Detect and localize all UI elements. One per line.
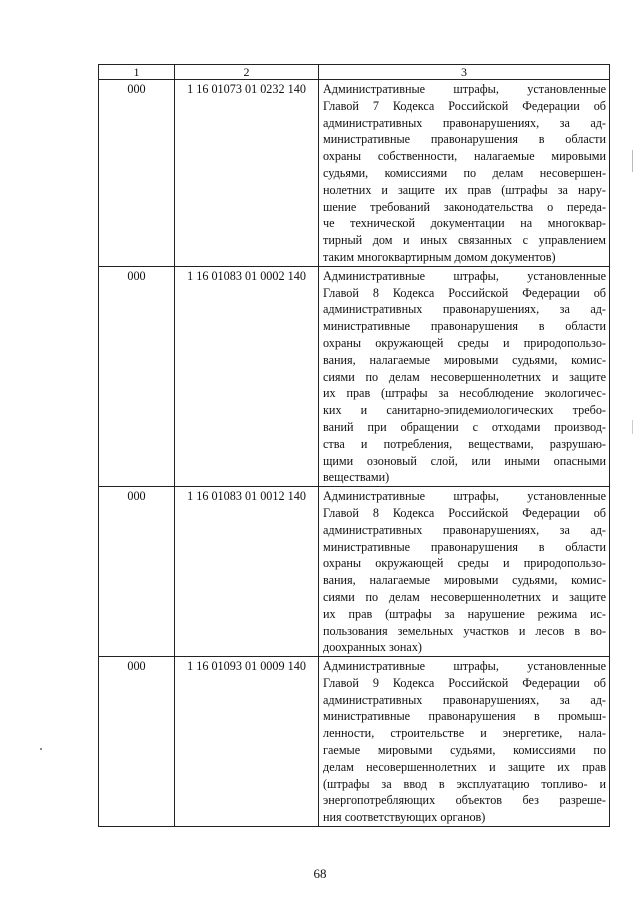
admin-code-cell: 000 (99, 657, 175, 827)
scan-speck (40, 748, 42, 750)
kbk-table (98, 64, 610, 827)
description-line: министративные правонарушения в области (323, 539, 606, 554)
description-line: ваний при обращении с отходами производ- (323, 419, 606, 434)
description-line: Главой 8 Кодекса Российской Федерации об (323, 505, 606, 520)
admin-code-cell: 000 (99, 80, 175, 267)
description-line: вания, налагаемые мировыми судьями, комис- (323, 352, 606, 367)
scan-edge-mark (632, 150, 633, 172)
description-line: министративные правонарушения в промыш- (323, 709, 606, 724)
description-line: министративные правонарушения в области (323, 132, 606, 147)
description-line: ленности, строительстве и энергетике, нала- (323, 726, 606, 741)
description-line: че технической документации на многоквар- (323, 216, 606, 231)
kbk-code-cell: 1 16 01083 01 0012 140 (175, 487, 319, 657)
description-line: административных правонарушениях, за ад- (323, 302, 606, 317)
kbk-code-cell: 1 16 01093 01 0009 140 (175, 657, 319, 827)
description-line: административных правонарушениях, за ад- (323, 692, 606, 707)
table-header-row (99, 65, 610, 80)
description-line: доохранных зонах) (323, 640, 422, 655)
description-line: Административные штрафы, установленные (323, 82, 606, 96)
description-line: ния соответствующих органов) (323, 810, 486, 825)
description-cell (319, 80, 610, 267)
table-row (99, 657, 610, 827)
description-line: Административные штрафы, установленные (323, 489, 606, 504)
description-line: сиями по делам несовершеннолетних и защите (323, 589, 606, 604)
description-cell (319, 487, 610, 657)
description-line: щими озоновый слой, или иными опасными (323, 453, 606, 468)
description-line: таким многоквартирным домом документов) (323, 249, 556, 264)
description-line: энергопотребляющих объектов без разреше- (323, 793, 606, 808)
description-line: охраны окружающей среды и природопользо- (323, 556, 606, 571)
description-line: их прав (штрафы за несоблюдение экологичес- (323, 386, 606, 401)
header-col-1: 1 (99, 65, 175, 80)
description-line: тирный дом и иных связанных с управлением (323, 233, 606, 248)
scan-edge-mark (632, 420, 633, 434)
description-line: гаемые мировыми судьями, комиссиями по (323, 743, 606, 758)
description-line: вания, налагаемые мировыми судьями, комис- (323, 573, 606, 588)
description-line: Административные штрафы, установленные (323, 659, 606, 674)
admin-code-cell: 000 (99, 487, 175, 657)
header-col-3: 3 (319, 65, 610, 80)
description-line: их прав (штрафы за нарушение режима ис- (323, 606, 606, 621)
description-line: Административные штрафы, установленные (323, 268, 606, 283)
description-line: охраны собственности, налагаемые мировыми (323, 149, 606, 164)
table-row (99, 266, 610, 486)
description-line: пользования земельных участков и лесов в во- (323, 623, 606, 638)
kbk-code-cell: 1 16 01073 01 0232 140 (175, 80, 319, 267)
description-cell (319, 266, 610, 486)
table-row (99, 487, 610, 657)
description-line: нолетних и защите их прав (штрафы за нару- (323, 182, 606, 197)
description-line: административных правонарушениях, за ад- (323, 115, 606, 130)
header-col-2: 2 (175, 65, 319, 80)
description-line: охраны окружающей среды и природопользо- (323, 335, 606, 350)
admin-code-cell: 000 (99, 266, 175, 486)
description-line: веществами) (323, 470, 390, 485)
description-line: (штрафы за ввод в эксплуатацию топливо- и (323, 776, 606, 791)
table-row (99, 80, 610, 267)
description-line: Главой 7 Кодекса Российской Федерации об (323, 98, 606, 113)
description-line: ких и санитарно-эпидемиологических требо- (323, 403, 606, 418)
description-line: делам несовершеннолетних и защите их прав (323, 759, 606, 774)
description-line: Главой 9 Кодекса Российской Федерации об (323, 675, 606, 690)
description-line: Главой 8 Кодекса Российской Федерации об (323, 285, 606, 300)
page-number: 68 (313, 866, 327, 881)
description-line: шение требований законодательства о переда- (323, 199, 606, 214)
description-line: ства и потребления, веществами, разрушаю- (323, 436, 606, 451)
description-cell (319, 657, 610, 827)
description-line: административных правонарушениях, за ад- (323, 522, 606, 537)
description-line: министративные правонарушения в области (323, 319, 606, 334)
kbk-code-cell: 1 16 01083 01 0002 140 (175, 266, 319, 486)
description-line: судьями, комиссиями по делам несовершен- (323, 165, 606, 180)
description-line: сиями по делам несовершеннолетних и защите (323, 369, 606, 384)
